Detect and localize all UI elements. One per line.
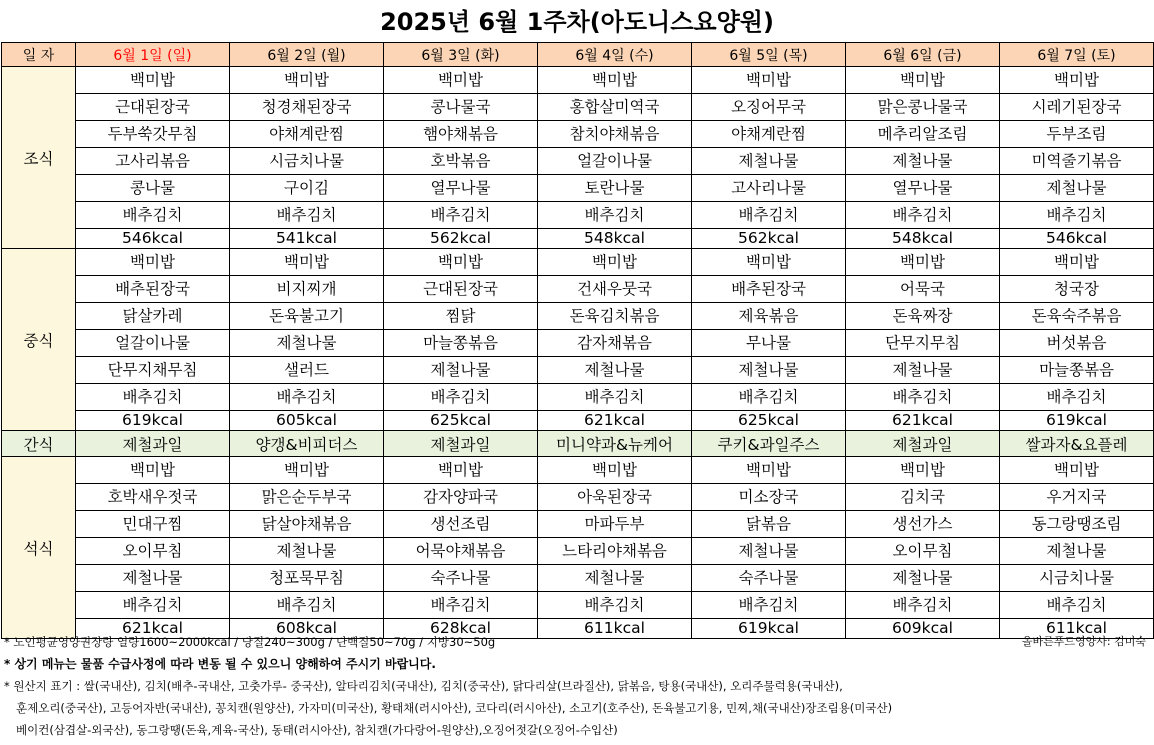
dish-cell: 백미밥 (538, 249, 692, 276)
dish-cell: 마파두부 (538, 511, 692, 538)
dish-cell: 백미밥 (846, 67, 1000, 94)
dish-cell: 샐러드 (230, 357, 384, 384)
notes-section (4, 631, 1152, 741)
dish-cell: 감자양파국 (384, 484, 538, 511)
kcal-cell: 608kcal (230, 619, 384, 639)
dish-cell: 단무지무침 (846, 330, 1000, 357)
snack-cell: 제철과일 (76, 431, 230, 457)
dish-cell: 배추김치 (230, 202, 384, 229)
dish-cell: 우거지국 (1000, 484, 1154, 511)
snack-cell: 쿠키&과일주스 (692, 431, 846, 457)
kcal-cell: 611kcal (1000, 619, 1154, 639)
dish-cell: 백미밥 (1000, 457, 1154, 484)
kcal-cell: 619kcal (76, 411, 230, 431)
snack-cell: 양갱&비피더스 (230, 431, 384, 457)
day-header: 6월 6일 (금) (846, 43, 1000, 67)
dinner-dish-row (2, 511, 1154, 538)
dish-cell: 건새우뭇국 (538, 276, 692, 303)
dish-cell: 배추김치 (692, 202, 846, 229)
dish-cell: 야채계란찜 (692, 121, 846, 148)
dish-cell: 청포묵무침 (230, 565, 384, 592)
kcal-cell: 619kcal (692, 619, 846, 639)
dish-cell: 백미밥 (76, 249, 230, 276)
dish-cell: 오징어무국 (692, 94, 846, 121)
dish-cell: 제철나물 (1000, 175, 1154, 202)
dish-cell: 백미밥 (384, 249, 538, 276)
breakfast-dish-row (2, 175, 1154, 202)
dish-cell: 느타리야채볶음 (538, 538, 692, 565)
origin-note-2: 훈제오리(중국산), 고등어자반(국내산), 꽁치캔(원양산), 가자미(미국산), 황태채(러시아산), 코다리(러시아산), 소고기(호주산), 돈육불고기용, 민찌,채(국내산)장조림용(미국산) (16, 701, 893, 715)
dish-cell: 두부조림 (1000, 121, 1154, 148)
dinner-dish-row (2, 457, 1154, 484)
dish-cell: 제철나물 (384, 357, 538, 384)
change-notice: * 상기 메뉴는 물품 수급사정에 따라 변동 될 수 있으니 양해하여 주시기 바랍니다. (4, 657, 436, 671)
dish-cell: 제철나물 (692, 148, 846, 175)
dish-cell: 닭살야채볶음 (230, 511, 384, 538)
dish-cell: 닭볶음 (692, 511, 846, 538)
dish-cell: 백미밥 (538, 457, 692, 484)
nutrition-note: * 노인평균영양권장량 열량1600~2000kcal / 당질240~300g / 단백질50~70g / 지방30~50g (4, 635, 496, 649)
dish-cell: 청경채된장국 (230, 94, 384, 121)
dish-cell: 제육볶음 (692, 303, 846, 330)
lunch-dish-row (2, 384, 1154, 411)
dish-cell: 동그랑땡조림 (1000, 511, 1154, 538)
day-header: 6월 4일 (수) (538, 43, 692, 67)
snack-row (2, 431, 1154, 457)
dish-cell: 토란나물 (538, 175, 692, 202)
kcal-cell: 609kcal (846, 619, 1000, 639)
day-header: 6월 7일 (토) (1000, 43, 1154, 67)
dish-cell: 배추김치 (230, 592, 384, 619)
lunch-dish-row (2, 357, 1154, 384)
kcal-cell: 562kcal (384, 229, 538, 249)
dish-cell: 제철나물 (76, 565, 230, 592)
breakfast-dish-row (2, 121, 1154, 148)
dish-cell: 돈육짜장 (846, 303, 1000, 330)
dish-cell: 시금치나물 (230, 148, 384, 175)
dish-cell: 제철나물 (230, 330, 384, 357)
dish-cell: 얼갈이나물 (76, 330, 230, 357)
origin-note-1: * 원산지 표기 : 쌀(국내산), 김치(배추-국내산, 고춧가루- 중국산), 알타리김치(국내산), 김치(중국산), 닭다리살(브라질산), 닭볶음, 탕용(국내산), 오리주물럭용(국내산), (4, 679, 843, 693)
kcal-cell: 628kcal (384, 619, 538, 639)
kcal-cell: 541kcal (230, 229, 384, 249)
dish-cell: 제철나물 (538, 357, 692, 384)
lunch-label: 중식 (2, 249, 76, 431)
dish-cell: 백미밥 (846, 249, 1000, 276)
dish-cell: 감자채볶음 (538, 330, 692, 357)
dish-cell: 어묵야채볶음 (384, 538, 538, 565)
dish-cell: 배추김치 (384, 384, 538, 411)
kcal-cell: 605kcal (230, 411, 384, 431)
dish-cell: 비지찌개 (230, 276, 384, 303)
dietitian-credit: 올바른푸드영양사: 김미숙 (1021, 635, 1146, 648)
dish-cell: 단무지채무침 (76, 357, 230, 384)
breakfast-dish-row (2, 67, 1154, 94)
dish-cell: 맑은순두부국 (230, 484, 384, 511)
dish-cell: 근대된장국 (76, 94, 230, 121)
day-header: 6월 3일 (화) (384, 43, 538, 67)
dish-cell: 청국장 (1000, 276, 1154, 303)
snack-cell: 제철과일 (384, 431, 538, 457)
dish-cell: 메추리알조림 (846, 121, 1000, 148)
dish-cell: 버섯볶음 (1000, 330, 1154, 357)
kcal-cell: 546kcal (76, 229, 230, 249)
date-header-label: 일 자 (2, 43, 76, 67)
dish-cell: 배추김치 (1000, 384, 1154, 411)
date-header-row (2, 43, 1154, 67)
origin-note-3: 베이컨(삼겹살-외국산), 동그랑땡(돈육,계육-국산), 동태(러시아산), 참치캔(가다랑어-원양산),오징어젓갈(오징어-수입산) (16, 723, 618, 737)
dish-cell: 햄야채볶음 (384, 121, 538, 148)
dish-cell: 김치국 (846, 484, 1000, 511)
dish-cell: 백미밥 (230, 249, 384, 276)
dish-cell: 민대구찜 (76, 511, 230, 538)
dish-cell: 배추김치 (846, 384, 1000, 411)
dish-cell: 돈육불고기 (230, 303, 384, 330)
dish-cell: 열무나물 (846, 175, 1000, 202)
day-header: 6월 5일 (목) (692, 43, 846, 67)
kcal-cell: 611kcal (538, 619, 692, 639)
dish-cell: 돈육김치볶음 (538, 303, 692, 330)
day-header: 6월 2일 (월) (230, 43, 384, 67)
dish-cell: 배추김치 (230, 384, 384, 411)
dish-cell: 배추김치 (538, 384, 692, 411)
breakfast-kcal-row (2, 229, 1154, 249)
dish-cell: 배추된장국 (76, 276, 230, 303)
dish-cell: 오이무침 (76, 538, 230, 565)
dish-cell: 제철나물 (230, 538, 384, 565)
dish-cell: 찜닭 (384, 303, 538, 330)
dish-cell: 두부쑥갓무침 (76, 121, 230, 148)
dish-cell: 고사리나물 (692, 175, 846, 202)
dish-cell: 생선가스 (846, 511, 1000, 538)
dish-cell: 콩나물 (76, 175, 230, 202)
dish-cell: 배추김치 (76, 384, 230, 411)
dish-cell: 배추김치 (76, 592, 230, 619)
menu-body (2, 67, 1154, 639)
kcal-cell: 546kcal (1000, 229, 1154, 249)
dish-cell: 참치야채볶음 (538, 121, 692, 148)
dish-cell: 호박볶음 (384, 148, 538, 175)
dish-cell: 백미밥 (76, 457, 230, 484)
dish-cell: 열무나물 (384, 175, 538, 202)
weekly-menu-table (1, 42, 1154, 639)
dinner-dish-row (2, 592, 1154, 619)
dinner-dish-row (2, 565, 1154, 592)
dish-cell: 백미밥 (230, 67, 384, 94)
dish-cell: 백미밥 (692, 249, 846, 276)
dish-cell: 배추김치 (846, 592, 1000, 619)
kcal-cell: 621kcal (76, 619, 230, 639)
dish-cell: 숙주나물 (384, 565, 538, 592)
dish-cell: 백미밥 (76, 67, 230, 94)
dish-cell: 제철나물 (846, 148, 1000, 175)
nutrition-note-line (4, 631, 1152, 653)
page-title: 2025년 6월 1주차(아도니스요양원) (380, 8, 774, 36)
dish-cell: 백미밥 (384, 457, 538, 484)
dish-cell: 야채계란찜 (230, 121, 384, 148)
snack-cell: 쌀과자&요플레 (1000, 431, 1154, 457)
kcal-cell: 621kcal (538, 411, 692, 431)
dish-cell: 백미밥 (692, 457, 846, 484)
dish-cell: 미소장국 (692, 484, 846, 511)
dish-cell: 돈육숙주볶음 (1000, 303, 1154, 330)
dish-cell: 배추김치 (692, 592, 846, 619)
dish-cell: 아욱된장국 (538, 484, 692, 511)
dish-cell: 배추김치 (538, 202, 692, 229)
dish-cell: 근대된장국 (384, 276, 538, 303)
dish-cell: 닭살카레 (76, 303, 230, 330)
dish-cell: 제철나물 (692, 357, 846, 384)
snack-cell: 미니약과&뉴케어 (538, 431, 692, 457)
breakfast-dish-row (2, 202, 1154, 229)
kcal-cell: 548kcal (846, 229, 1000, 249)
dish-cell: 생선조림 (384, 511, 538, 538)
dish-cell: 백미밥 (538, 67, 692, 94)
kcal-cell: 619kcal (1000, 411, 1154, 431)
dish-cell: 숙주나물 (692, 565, 846, 592)
dish-cell: 미역줄기볶음 (1000, 148, 1154, 175)
dish-cell: 시레기된장국 (1000, 94, 1154, 121)
dish-cell: 백미밥 (1000, 249, 1154, 276)
dish-cell: 시금치나물 (1000, 565, 1154, 592)
dinner-dish-row (2, 484, 1154, 511)
lunch-dish-row (2, 249, 1154, 276)
dish-cell: 배추김치 (384, 202, 538, 229)
breakfast-dish-row (2, 148, 1154, 175)
dish-cell: 오이무침 (846, 538, 1000, 565)
dish-cell: 마늘쫑볶음 (1000, 357, 1154, 384)
dish-cell: 무나물 (692, 330, 846, 357)
dish-cell: 배추김치 (846, 202, 1000, 229)
dish-cell: 어묵국 (846, 276, 1000, 303)
lunch-dish-row (2, 276, 1154, 303)
dish-cell: 백미밥 (1000, 67, 1154, 94)
dish-cell: 호박새우젓국 (76, 484, 230, 511)
lunch-dish-row (2, 303, 1154, 330)
dish-cell: 배추김치 (1000, 592, 1154, 619)
dish-cell: 고사리볶음 (76, 148, 230, 175)
dish-cell: 얼갈이나물 (538, 148, 692, 175)
dish-cell: 배추김치 (1000, 202, 1154, 229)
dish-cell: 제철나물 (538, 565, 692, 592)
dish-cell: 마늘쫑볶음 (384, 330, 538, 357)
dish-cell: 맑은콩나물국 (846, 94, 1000, 121)
dish-cell: 홍합살미역국 (538, 94, 692, 121)
dish-cell: 백미밥 (692, 67, 846, 94)
snack-label: 간식 (2, 431, 76, 457)
dinner-label: 석식 (2, 457, 76, 639)
dish-cell: 제철나물 (846, 565, 1000, 592)
kcal-cell: 625kcal (692, 411, 846, 431)
dish-cell: 구이김 (230, 175, 384, 202)
kcal-cell: 548kcal (538, 229, 692, 249)
dish-cell: 배추된장국 (692, 276, 846, 303)
kcal-cell: 625kcal (384, 411, 538, 431)
dish-cell: 제철나물 (692, 538, 846, 565)
lunch-kcal-row (2, 411, 1154, 431)
dish-cell: 배추김치 (76, 202, 230, 229)
dish-cell: 백미밥 (384, 67, 538, 94)
lunch-dish-row (2, 330, 1154, 357)
kcal-cell: 562kcal (692, 229, 846, 249)
breakfast-dish-row (2, 94, 1154, 121)
kcal-cell: 621kcal (846, 411, 1000, 431)
dish-cell: 백미밥 (230, 457, 384, 484)
dish-cell: 배추김치 (692, 384, 846, 411)
dish-cell: 백미밥 (846, 457, 1000, 484)
dish-cell: 제철나물 (1000, 538, 1154, 565)
day-header: 6월 1일 (일) (76, 43, 230, 67)
dish-cell: 배추김치 (538, 592, 692, 619)
dish-cell: 배추김치 (384, 592, 538, 619)
dish-cell: 콩나물국 (384, 94, 538, 121)
snack-cell: 제철과일 (846, 431, 1000, 457)
dish-cell: 제철나물 (846, 357, 1000, 384)
dinner-dish-row (2, 538, 1154, 565)
breakfast-label: 조식 (2, 67, 76, 249)
